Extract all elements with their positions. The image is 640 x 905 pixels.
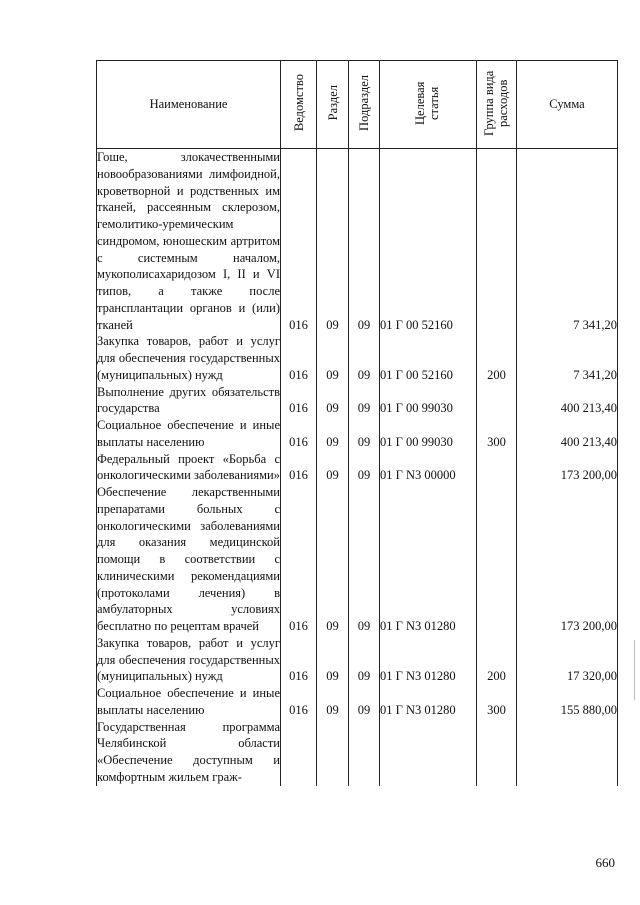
- row-target-item: 01 Г N3 01280: [380, 635, 477, 685]
- row-target-item: 01 Г N3 00000: [380, 451, 477, 485]
- row-department: 016: [281, 149, 317, 334]
- row-name: Закупка товаров, работ и услуг для обеспечения государственных (муниципальных) нужд: [97, 635, 280, 684]
- row-amount: [517, 719, 618, 786]
- row-expense-group: [477, 484, 517, 635]
- table-row: [97, 484, 618, 635]
- row-expense-group: 300: [477, 417, 517, 451]
- row-expense-group: [477, 451, 517, 485]
- row-name: Федеральный проект «Борьба с онкологическими заболеваниями»: [97, 451, 280, 483]
- table-row: [97, 333, 618, 383]
- table-body: [97, 149, 618, 786]
- row-department: 016: [281, 484, 317, 635]
- row-name: Гоше, злокачественными новообразованиями лимфоидной, кроветворной и родственных им тканей, рассеянным склерозом, гемолитико-уремическим синдромом, юношеским артритом с системным началом, мукополисахаридозом I, II и VI типов, а также после трансплантации органов и (или) тканей: [97, 150, 280, 332]
- header-subsection: Подраздел: [349, 61, 380, 149]
- row-target-item: 01 Г N3 01280: [380, 484, 477, 635]
- row-target-item: 01 Г 00 52160: [380, 149, 477, 334]
- row-expense-group: [477, 719, 517, 786]
- table-row: [97, 635, 618, 685]
- row-amount: 173 200,00: [517, 451, 618, 485]
- row-section: 09: [317, 333, 349, 383]
- table-row: [97, 719, 618, 786]
- header-target-item: Целевая статья: [380, 61, 477, 149]
- row-department: 016: [281, 384, 317, 418]
- row-section: 09: [317, 417, 349, 451]
- row-section: 09: [317, 484, 349, 635]
- row-amount: 7 341,20: [517, 149, 618, 334]
- row-department: 016: [281, 333, 317, 383]
- table-row: [97, 417, 618, 451]
- table-row: [97, 149, 618, 334]
- row-expense-group: [477, 149, 517, 334]
- row-section: [317, 719, 349, 786]
- row-name: Социальное обеспечение и иные выплаты населению: [97, 418, 280, 449]
- row-target-item: 01 Г 00 99030: [380, 417, 477, 451]
- row-subsection: 09: [349, 685, 380, 719]
- row-target-item: [380, 719, 477, 786]
- row-section: 09: [317, 685, 349, 719]
- row-amount: 17 320,00: [517, 635, 618, 685]
- row-subsection: 09: [349, 149, 380, 334]
- row-subsection: 09: [349, 384, 380, 418]
- row-name: Закупка товаров, работ и услуг для обеспечения государственных (муниципальных) нужд: [97, 334, 280, 382]
- header-section: Раздел: [317, 61, 349, 149]
- row-amount: 155 880,00: [517, 685, 618, 719]
- scan-edge-mark: [634, 640, 635, 700]
- row-amount: 173 200,00: [517, 484, 618, 635]
- header-name: Наименование: [97, 61, 281, 149]
- header-department: Ведомство: [281, 61, 317, 149]
- row-subsection: 09: [349, 484, 380, 635]
- row-expense-group: 300: [477, 685, 517, 719]
- row-section: 09: [317, 635, 349, 685]
- table-row: [97, 685, 618, 719]
- row-amount: 400 213,40: [517, 384, 618, 418]
- row-subsection: 09: [349, 451, 380, 485]
- table-header: [97, 61, 618, 149]
- row-subsection: 09: [349, 417, 380, 451]
- row-name: Государственная программа Челябинской области «Обеспечение доступным и комфортным жильем граж-: [97, 719, 280, 784]
- row-target-item: 01 Г 00 99030: [380, 384, 477, 418]
- row-subsection: [349, 719, 380, 786]
- row-subsection: 09: [349, 635, 380, 685]
- row-section: 09: [317, 451, 349, 485]
- row-amount: 400 213,40: [517, 417, 618, 451]
- row-section: 09: [317, 384, 349, 418]
- row-department: [281, 719, 317, 786]
- budget-table: [96, 60, 618, 786]
- row-target-item: 01 Г 00 52160: [380, 333, 477, 383]
- row-department: 016: [281, 685, 317, 719]
- row-section: 09: [317, 149, 349, 334]
- page-number: 660: [595, 855, 615, 870]
- header-expense-group: Группа вида расходов: [477, 61, 517, 149]
- row-department: 016: [281, 417, 317, 451]
- row-target-item: 01 Г N3 01280: [380, 685, 477, 719]
- row-department: 016: [281, 635, 317, 685]
- row-department: 016: [281, 451, 317, 485]
- row-subsection: 09: [349, 333, 380, 383]
- row-expense-group: 200: [477, 635, 517, 685]
- row-name: Обеспечение лекарственными препаратами больных с онкологическими заболеваниями для оказания медицинской помощи в соответствии с клиническими рекомендациями (протоколами лечения) в амбулаторных условиях бесплатно по рецептам врачей: [97, 485, 280, 633]
- row-name: Выполнение других обязательств государства: [97, 384, 280, 416]
- table-row: [97, 451, 618, 485]
- header-amount: Сумма: [517, 61, 618, 149]
- table-row: [97, 384, 618, 418]
- row-amount: 7 341,20: [517, 333, 618, 383]
- row-name: Социальное обеспечение и иные выплаты населению: [97, 686, 280, 717]
- row-expense-group: 200: [477, 333, 517, 383]
- row-expense-group: [477, 384, 517, 418]
